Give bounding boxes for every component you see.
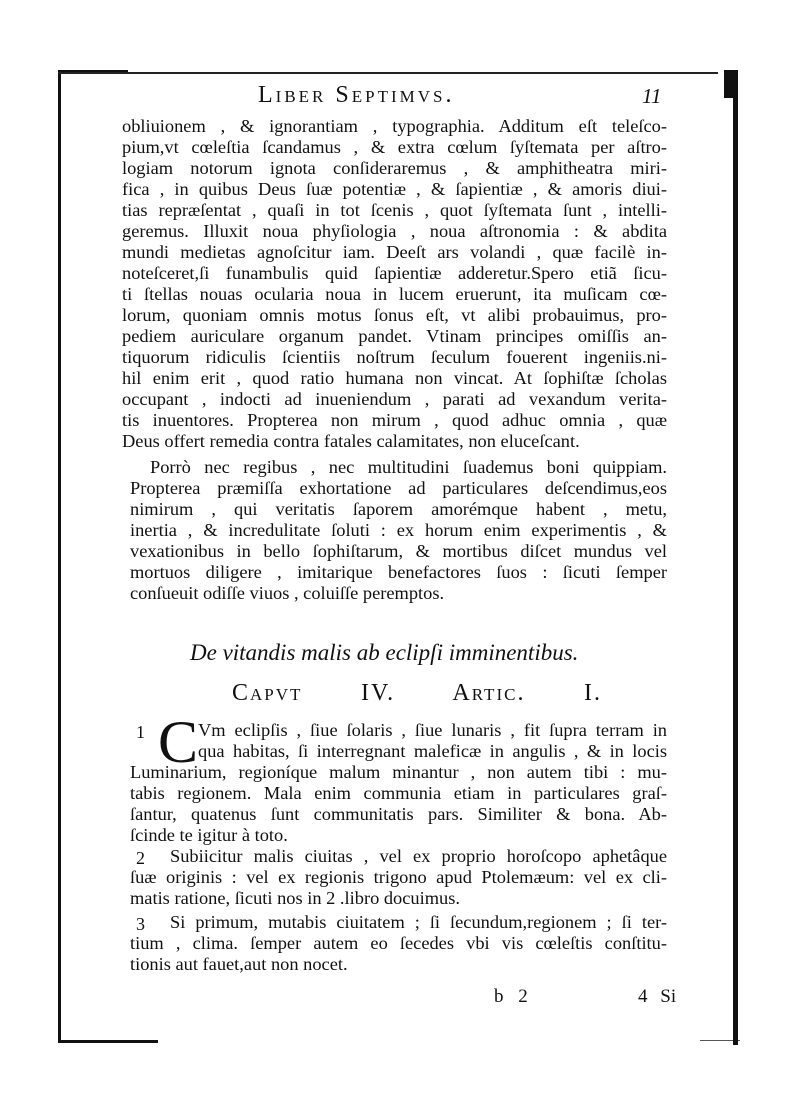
text-line: Si primum, mutabis ciuitatem ; ſi ſecundum,regionem ; ſi ter- (170, 912, 667, 932)
text-line: Luminarium, regioníque malum minantur , non autem tibi : mu- (130, 762, 667, 782)
text-line: Subiicitur malis ciuitas , vel ex proprio horoſcopo aphetâque (170, 846, 667, 866)
running-head: Liber Septimvs. (258, 82, 455, 108)
text-line: conſueuit odiſſe viuos , coluiſſe peremptos. (130, 583, 445, 603)
text-line: Vm eclipſis , ſiue ſolaris , ſiue lunaris , fit ſupra terram in (198, 720, 667, 740)
scan-edge (724, 70, 738, 98)
text-line: pediem auriculare organum pandet. Vtinam principes omiſſis an- (122, 326, 667, 346)
text-line: matis ratione, ſicuti nos in 2 .libro docuimus. (130, 888, 460, 908)
page-number: 11 (642, 84, 662, 108)
scan-edge (733, 70, 738, 1045)
text-line: tias repræſentat , quaſi in tot ſcenis , quot ſyſtemata ſunt , intelli- (122, 200, 667, 220)
text-line: tium , clima. ſemper autem eo ſecedes vbi vis cœleſtis conſtitu- (130, 933, 667, 953)
item-number: 3 (136, 914, 145, 934)
text-line: tionis aut fauet,aut non nocet. (130, 954, 348, 974)
text-line: mundi medietas agnoſcitur iam. Deeſt ars volandi , quæ facilè in- (122, 242, 667, 262)
drop-cap: C (158, 709, 199, 775)
text-line: tiquorum ridiculis ſcientiis noſtrum ſeculum fouerent ingeniis.ni- (122, 347, 667, 367)
text-line: Deus offert remedia contra fatales calamitates, non eluceſcant. (122, 431, 580, 451)
text-line: ſuæ originis : vel ex regionis trigono apud Ptolemæum: vel ex cli- (130, 867, 667, 887)
text-line: inertia , & incredulitate ſoluti : ex horum enim experimentis , & (130, 520, 667, 540)
chapter-heading: Capvt IV. Artic. I. (232, 680, 602, 706)
text-line: qua habitas, ſi interregnant maleficæ in angulis , & in locis (198, 741, 667, 761)
text-line: noteſceret,ſi funambulis quid ſapientiæ adderetur.Spero etiã ſicu- (122, 263, 667, 283)
text-line: mortuos diligere , imitarique benefactores ſuos : ſicuti ſemper (130, 562, 667, 582)
text-line: tis inuentores. Propterea non mirum , quod adhuc omnia , quæ (122, 410, 667, 430)
text-line: geremus. Illuxit noua phyſiologia , noua aſtronomia : & abdita (122, 221, 667, 241)
scan-edge (58, 72, 718, 74)
item-number: 1 (136, 722, 145, 742)
text-line: ſcinde te igitur à toto. (130, 825, 288, 845)
text-line: ſantur, quatenus ſunt communitatis pars. Similiter & bona. Ab- (130, 804, 667, 824)
item-number: 2 (136, 848, 145, 868)
scan-edge (58, 1040, 158, 1043)
text-line: obliuionem , & ignorantiam , typographia. Additum eſt teleſco- (122, 116, 667, 136)
scan-edge (58, 74, 61, 1042)
text-line: ti ſtellas nouas ocularia noua in lucem eruerunt, ita muſicam cœ- (122, 284, 667, 304)
text-line: hil enim erit , quod ratio humana non vincat. At ſophiſtæ ſcholas (122, 368, 667, 388)
text-line: logiam notorum ignota conſideraremus , & amphitheatra miri- (122, 158, 667, 178)
text-line: pium,vt cœleſtia ſcandamus , & extra cœlum ſyſtemata per aſtro- (122, 137, 667, 157)
section-subtitle: De vitandis malis ab eclipſi imminentibus. (190, 640, 579, 665)
catchword: 4 Si (638, 986, 677, 1007)
text-line: fica , in quibus Deus ſuæ potentiæ , & ſapientiæ , & amoris diui- (122, 179, 667, 199)
text-line: vexationibus in bello ſophiſtarum, & mortibus diſcet mundus vel (130, 541, 667, 561)
text-line: Porrò nec regibus , nec multitudini ſuademus boni quippiam. (150, 457, 667, 477)
text-line: occupant , indocti ad inueniendum , parati ad vexandum verita- (122, 389, 667, 409)
text-line: lorum, quoniam omnis motus ſonus eſt, vt alibi probauimus, pro- (122, 305, 667, 325)
signature-mark: b 2 (494, 986, 528, 1007)
text-line: tabis regionem. Mala enim communia etiam in particulares graſ- (130, 783, 667, 803)
text-line: Propterea præmiſſa exhortatione ad particulares deſcendimus,eos (130, 478, 667, 498)
text-line: nimirum , qui veritatis ſaporem amorémque habent , metu, (130, 499, 667, 519)
